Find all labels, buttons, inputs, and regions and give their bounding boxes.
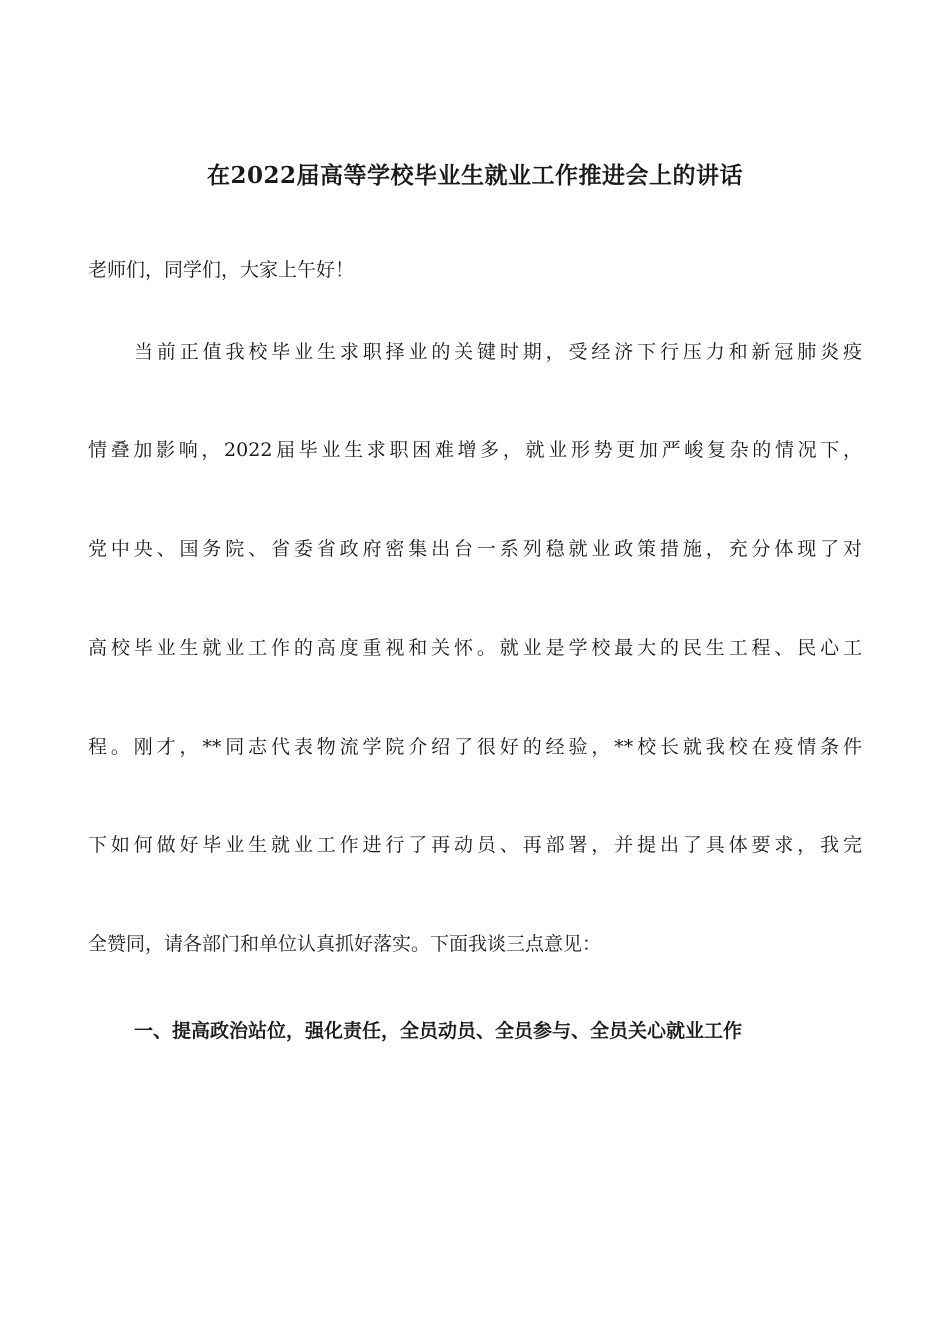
paragraph-line: 党中央、国务院、省委省政府密集出台一系列稳就业政策措施，充分体现了对: [88, 538, 862, 560]
paragraph-line: 高校毕业生就业工作的高度重视和关怀。就业是学校最大的民生工程、民心工: [88, 637, 862, 659]
greeting-line: 老师们，同学们，大家上午好！: [88, 259, 355, 281]
paragraph-line: 全赞同，请各部门和单位认真抓好落实。下面我谈三点意见：: [88, 933, 602, 955]
paragraph-line: 情叠加影响，2022届毕业生求职困难增多，就业形势更加严峻复杂的情况下，: [88, 439, 862, 461]
paragraph-line: 程。刚才，**同志代表物流学院介绍了很好的经验，**校长就我校在疫情条件: [88, 736, 862, 758]
paragraph-line: 当前正值我校毕业生求职择业的关键时期，受经济下行压力和新冠肺炎疫: [134, 341, 862, 363]
document-title: 在2022届高等学校毕业生就业工作推进会上的讲话: [206, 162, 743, 189]
paragraph-line: 下如何做好毕业生就业工作进行了再动员、再部署，并提出了具体要求，我完: [88, 834, 862, 856]
section-heading: 一、提高政治站位，强化责任，全员动员、全员参与、全员关心就业工作: [134, 1020, 743, 1042]
